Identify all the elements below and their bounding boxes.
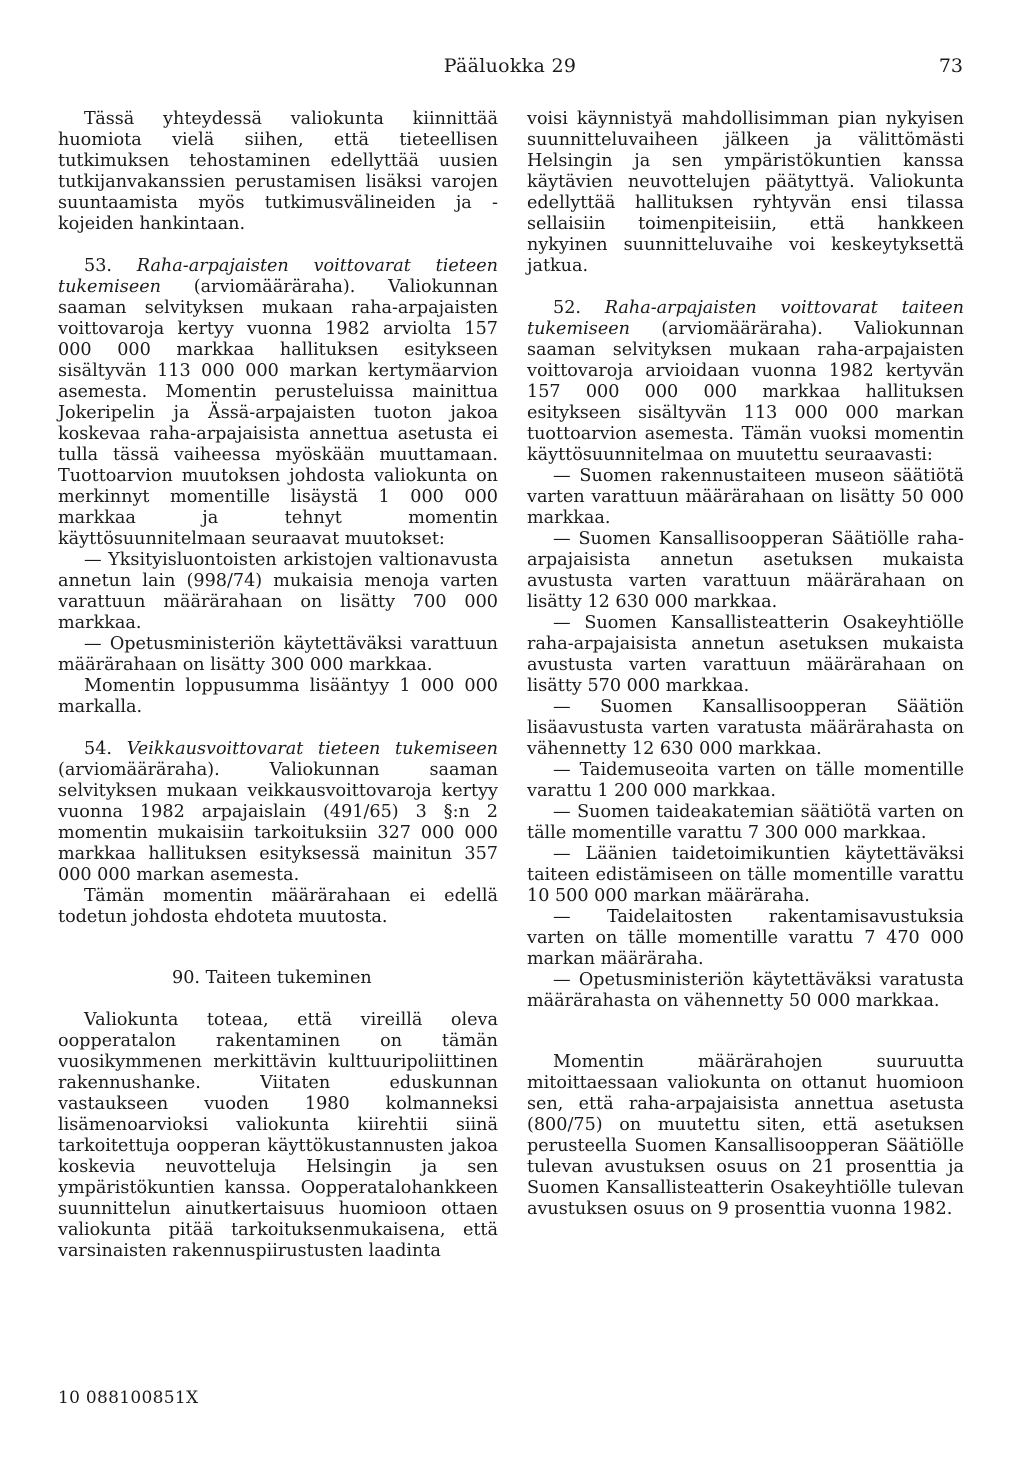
item-52-number: 52.	[553, 298, 581, 318]
item-52-title: Raha-arpajaisten voittovarat taiteen tukemiseen	[527, 298, 964, 339]
section-90-heading: 90. Taiteen tukeminen	[172, 968, 372, 988]
item-52-bullet: — Läänien taidetoimikuntien käytettäväksi taiteen edistämiseen on tälle momentille varattu 10 500 000 markan määräraha.	[527, 844, 964, 906]
item-53-bullet: — Yksityisluontoisten arkistojen valtionavusta annetun lain (998/74) mukaisia menoja varten varattuun määrärahaan on lisätty 700 000 markkaa.	[58, 550, 498, 633]
section-90-body: Valiokunta toteaa, että vireillä oleva oopperatalon rakentaminen on tämän vuosikymmenen merkittävin kulttuuripoliittinen rakennushanke. Viitaten eduskunnan vastaukseen vuoden 1980 kolmanneksi lisämenoarvioksi valiokunta kiirehtii siinä tarkoitettuja oopperan käyttökustannusten jakoa koskevia neuvotteluja Helsingin ja sen ympäristökuntien kanssa. Oopperatalohankkeen suunnittelun ainutkertaisuus huomioon ottaen valiokunta pitää tarkoituksenmukaisena, että varsinaisten rakennuspiirustusten laadinta	[58, 1010, 498, 1261]
item-52-bullet: — Suomen Kansallisteatterin Osakeyhtiölle raha-arpajaisista annetun asetuksen mukaista avustusta varten varattuun määrärahaan on lisätty 570 000 markkaa.	[527, 613, 964, 696]
item-54-paragraph	[58, 739, 498, 886]
item-52-bullet: — Suomen taideakatemian säätiötä varten on tälle momentille varattu 7 300 000 markkaa.	[527, 802, 964, 843]
item-52-bullet: — Suomen Kansallisoopperan Säätiölle raha-arpajaisista annetun asetuksen mukaista avustusta varten varattuun määrärahaan on lisätty 12 630 000 markkaa.	[527, 529, 964, 612]
item-53-paragraph	[58, 256, 498, 550]
item-54-number: 54.	[84, 739, 112, 759]
item-54-type: (arviomääräraha).	[58, 760, 220, 780]
item-53-number: 53.	[84, 256, 112, 276]
item-54-title: Veikkausvoittovarat tieteen tukemiseen	[126, 739, 499, 759]
item-52-paragraph	[527, 298, 964, 466]
right-column	[527, 109, 964, 1220]
item-52-bullet: — Taidelaitosten rakentamisavustuksia varten on tälle momentille varattu 7 470 000 markan määräraha.	[527, 907, 964, 969]
item-52-body: Valiokunnan saaman selvityksen mukaan raha-arpajaisten voittovaroja arvioidaan vuonna 1982 kertyvän 157 000 000 000 markkaa hallituksen esitykseen sisältyvän 113 000 000 markan tuottoarvion asemesta. Tämän vuoksi momentin käyttösuunnitelmaa on muutettu seuraavasti:	[527, 319, 965, 465]
left-column	[58, 109, 498, 1262]
item-54-closing: Tämän momentin määrärahaan ei edellä todetun johdosta ehdoteta muutosta.	[58, 886, 498, 927]
footer-print-code: 10 088100851X	[58, 1388, 199, 1408]
item-53-body: Valiokunnan saaman selvityksen mukaan raha-arpajaisten voittovaroja kertyy vuonna 1982 arviolta 157 000 000 markkaa hallituksen esitykseen sisältyvän 113 000 000 markan kertymäarvion asemesta. Momentin perusteluissa mainittua Jokeripelin ja Ässä-arpajaisten tuoton jakoa koskevaa raha-arpajaisista annettua asetusta ei tulla tässä vaiheessa myöskään muuttamaan. Tuottoarvion muutoksen johdosta valiokunta on merkinnyt momentille lisäystä 1 000 000 markkaa ja tehnyt momentin käyttösuunnitelmaan seuraavat muutokset:	[58, 277, 499, 549]
item-52-bullet: — Opetusministeriön käytettäväksi varatusta määrärahasta on vähennetty 50 000 markkaa.	[527, 970, 964, 1011]
item-53-title: Raha-arpajaisten voittovarat tieteen tukemiseen	[58, 256, 499, 297]
page-number: 73	[938, 55, 963, 77]
item-52-bullet: — Suomen Kansallisoopperan Säätiön lisäavustusta varten varatusta määrärahasta on vähennetty 12 630 000 markkaa.	[527, 697, 964, 759]
item-52-bullet: — Suomen rakennustaiteen museon säätiötä varten varattuun määrärahaan on lisätty 50 000 markkaa.	[527, 466, 964, 528]
intro-paragraph: Tässä yhteydessä valiokunta kiinnittää huomiota vielä siihen, että tieteellisen tutkimuksen tehostaminen edellyttää uusien tutkijanvakanssien perustamisen lisäksi varojen suuntaamista myös tutkimusvälineiden ja -kojeiden hankintaan.	[58, 109, 498, 234]
item-53-closing: Momentin loppusumma lisääntyy 1 000 000 markalla.	[58, 676, 498, 717]
item-53-bullet: — Opetusministeriön käytettäväksi varattuun määrärahaan on lisätty 300 000 markkaa.	[58, 634, 498, 675]
running-header-title: Pääluokka 29	[443, 55, 577, 77]
item-52-type: (arviomääräraha).	[661, 319, 823, 339]
continuation-paragraph: voisi käynnistyä mahdollisimman pian nykyisen suunnitteluvaiheen jälkeen ja välittömästi Helsingin ja sen ympäristökuntien kanssa käytävien neuvottelujen päätyttyä. Valiokunta edellyttää hallituksen ryhtyvän ensi tilassa sellaisiin toimenpiteisiin, että hankkeen nykyinen suunnitteluvaihe voi keskeytyksettä jatkua.	[527, 109, 964, 276]
item-52-closing: Momentin määrärahojen suuruutta mitoittaessaan valiokunta on ottanut huomioon sen, että raha-arpajaisista annettua asetusta (800/75) on muutettu siten, että asetuksen perusteella Suomen Kansallisoopperan Säätiölle tulevan avustuksen osuus on 21 prosenttia ja Suomen Kansallisteatterin Osakeyhtiölle tulevan avustuksen osuus on 9 prosenttia vuonna 1982.	[527, 1052, 964, 1219]
item-54-body: Valiokunnan saaman selvityksen mukaan veikkausvoittovaroja kertyy vuonna 1982 arpajaislain (491/65) 3 §:n 2 momentin mukaisiin tarkoituksiin 327 000 000 markkaa hallituksen esityksessä mainitun 357 000 000 markan asemesta.	[58, 760, 498, 885]
item-52-bullet: — Taidemuseoita varten on tälle momentille varattu 1 200 000 markkaa.	[527, 760, 964, 801]
item-53-type: (arviomääräraha).	[193, 277, 356, 297]
